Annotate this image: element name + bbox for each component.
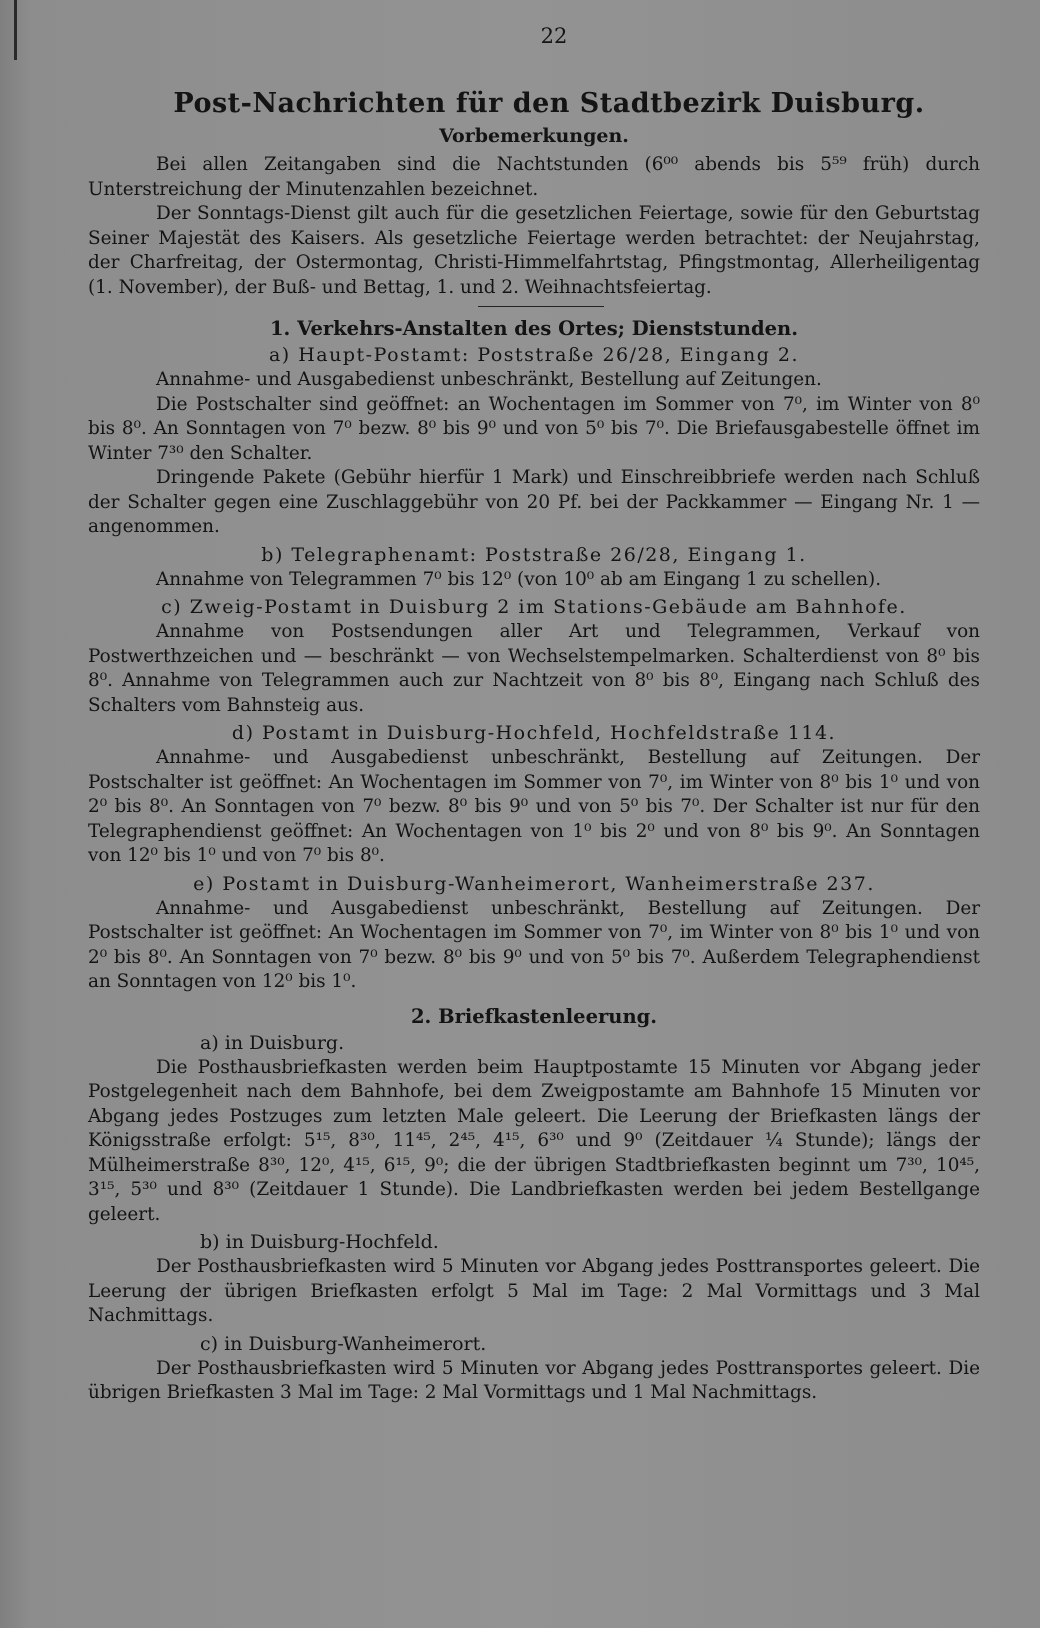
section-2b-heading: b) in Duisburg-Hochfeld. bbox=[200, 1231, 439, 1253]
section-1b-heading: b) Telegraphenamt: Poststraße 26/28, Eingang 1. bbox=[261, 543, 807, 566]
section-2a-heading: a) in Duisburg. bbox=[200, 1031, 345, 1054]
vorbemerkungen-paragraph-1: Bei allen Zeitangaben sind die Nachtstunden (6⁰⁰ abends bis 5⁵⁹ früh) durch Unterstreichung der Minutenzahlen bezeichnet. bbox=[88, 154, 980, 200]
section-divider bbox=[478, 306, 604, 307]
section-1a-paragraph-1: Annahme- und Ausgabedienst unbeschränkt, Bestellung auf Zeitungen. bbox=[156, 369, 822, 390]
section-2a-paragraph-1: Die Posthausbriefkasten werden beim Hauptpostamte 15 Minuten vor Abgang jeder Postgelegenheit nach dem Bahnhofe, bei dem Zweigpostamte am Bahnhofe 15 Minuten vor Abgang jedes Postzuges zum letzten Male geleert. Die Leerung der Briefkasten längs der Königsstraße erfolgt: 5¹⁵, 8³⁰, 11⁴⁵, 2⁴⁵, 4¹⁵, 6³⁰ und 9⁰ (Zeitdauer ¼ Stunde); längs der Mülheimerstraße 8³⁰, 12⁰, 4¹⁵, 6¹⁵, 9⁰; die der übrigen Stadtbriefkasten beginnt um 7³⁰, 10⁴⁵, 3¹⁵, 5³⁰ und 8³⁰ (Zeitdauer 1 Stunde). Die Landbriefkasten werden bei jedem Bestellgange geleert. bbox=[88, 1056, 980, 1225]
section-1b-paragraph-1: Annahme von Telegrammen 7⁰ bis 12⁰ (von 10⁰ ab am Eingang 1 zu schellen). bbox=[156, 568, 882, 590]
page-number: 22 bbox=[540, 24, 568, 48]
binding-edge bbox=[14, 0, 17, 60]
document-body bbox=[88, 24, 980, 1406]
section-1a-paragraph-3: Dringende Pakete (Gebühr hierfür 1 Mark) und Einschreibbriefe werden nach Schluß der Schalter gegen eine Zuschlaggebühr von 20 Pf. bei der Packkammer — Eingang Nr. 1 — angenommen. bbox=[88, 467, 980, 537]
section-1d-heading: d) Postamt in Duisburg-Hochfeld, Hochfeldstraße 114. bbox=[231, 722, 837, 744]
section-1c-paragraph-1: Annahme von Postsendungen aller Art und Telegrammen, Verkauf von Postwerthzeichen und — beschränkt — von Wechselstempelmarken. Schalterdienst von 8⁰ bis 8⁰. Annahme von Telegrammen auch zur Nachtzeit von 8⁰ bis 8⁰, Eingang nach Schluß des Schalters vom Bahnsteig aus. bbox=[88, 621, 980, 716]
section-1e-heading: e) Postamt in Duisburg-Wanheimerort, Wanheimerstraße 237. bbox=[193, 872, 875, 895]
section-2b-paragraph-1: Der Posthausbriefkasten wird 5 Minuten vor Abgang jedes Posttransportes geleert. Die Leerung der übrigen Briefkasten erfolgt 5 Mal im Tage: 2 Mal Vormittags und 3 Mal Nachmittags. bbox=[88, 1256, 980, 1326]
section-1a-paragraph-2: Die Postschalter sind geöffnet: an Wochentagen im Sommer von 7⁰, im Winter von 8⁰ bis 8⁰. An Sonntagen von 7⁰ bezw. 8⁰ bis 9⁰ und von 5⁰ bis 7⁰. Die Briefausgabestelle öffnet im Winter 7³⁰ den Schalter. bbox=[88, 393, 980, 464]
section-1-heading: 1. Verkehrs-Anstalten des Ortes; Dienststunden. bbox=[269, 317, 798, 340]
section-1e-paragraph-1: Annahme- und Ausgabedienst unbeschränkt, Bestellung auf Zeitungen. Der Postschalter ist geöffnet: An Wochentagen im Sommer von 7⁰, im Winter von 8⁰ bis 1⁰ und von 2⁰ bis 8⁰. An Sonntagen von 7⁰ bezw. 8⁰ bis 9⁰ und von 5⁰ bis 7⁰. Außerdem Telegraphendienst an Sonntagen von 12⁰ bis 1⁰. bbox=[88, 897, 980, 992]
section-1c-heading: c) Zweig-Postamt in Duisburg 2 im Stations-Gebäude am Bahnhofe. bbox=[161, 596, 907, 618]
vorbemerkungen-heading: Vorbemerkungen. bbox=[439, 125, 629, 147]
section-1d-paragraph-1: Annahme- und Ausgabedienst unbeschränkt, Bestellung auf Zeitungen. Der Postschalter ist geöffnet: An Wochentagen im Sommer von 7⁰, im Winter von 8⁰ bis 1⁰ und von 2⁰ bis 8⁰. An Sonntagen von 7⁰ bezw. 8⁰ bis 9⁰ und von 5⁰ bis 7⁰. Der Schalter ist nur für den Telegraphendienst geöffnet: An Wochentagen von 1⁰ bis 2⁰ und von 8⁰ bis 9⁰. An Sonntagen von 12⁰ bis 1⁰ und von 7⁰ bis 8⁰. bbox=[88, 747, 980, 866]
vorbemerkungen-paragraph-2: Der Sonntags-Dienst gilt auch für die gesetzlichen Feiertage, sowie für den Geburtstag Seiner Majestät des Kaisers. Als gesetzliche Feiertage werden betrachtet: der Neujahrstag, der Charfreitag, der Ostermontag, Christi-Himmelfahrtstag, Pfingstmontag, Allerheiligentag (1. November), der Buß- und Bettag, 1. und 2. Weihnachtsfeiertag. bbox=[88, 203, 980, 298]
section-2c-paragraph-1: Der Posthausbriefkasten wird 5 Minuten vor Abgang jedes Posttransportes geleert. Die übrigen Briefkasten 3 Mal im Tage: 2 Mal Vormittags und 1 Mal Nachmittags. bbox=[88, 1357, 980, 1403]
page-title: Post-Nachrichten für den Stadtbezirk Duisburg. bbox=[173, 88, 925, 119]
section-1a-heading: a) Haupt-Postamt: Poststraße 26/28, Eingang 2. bbox=[268, 344, 800, 366]
section-2c-heading: c) in Duisburg-Wanheimerort. bbox=[200, 1332, 487, 1355]
section-2-heading: 2. Briefkastenleerung. bbox=[410, 1004, 658, 1028]
